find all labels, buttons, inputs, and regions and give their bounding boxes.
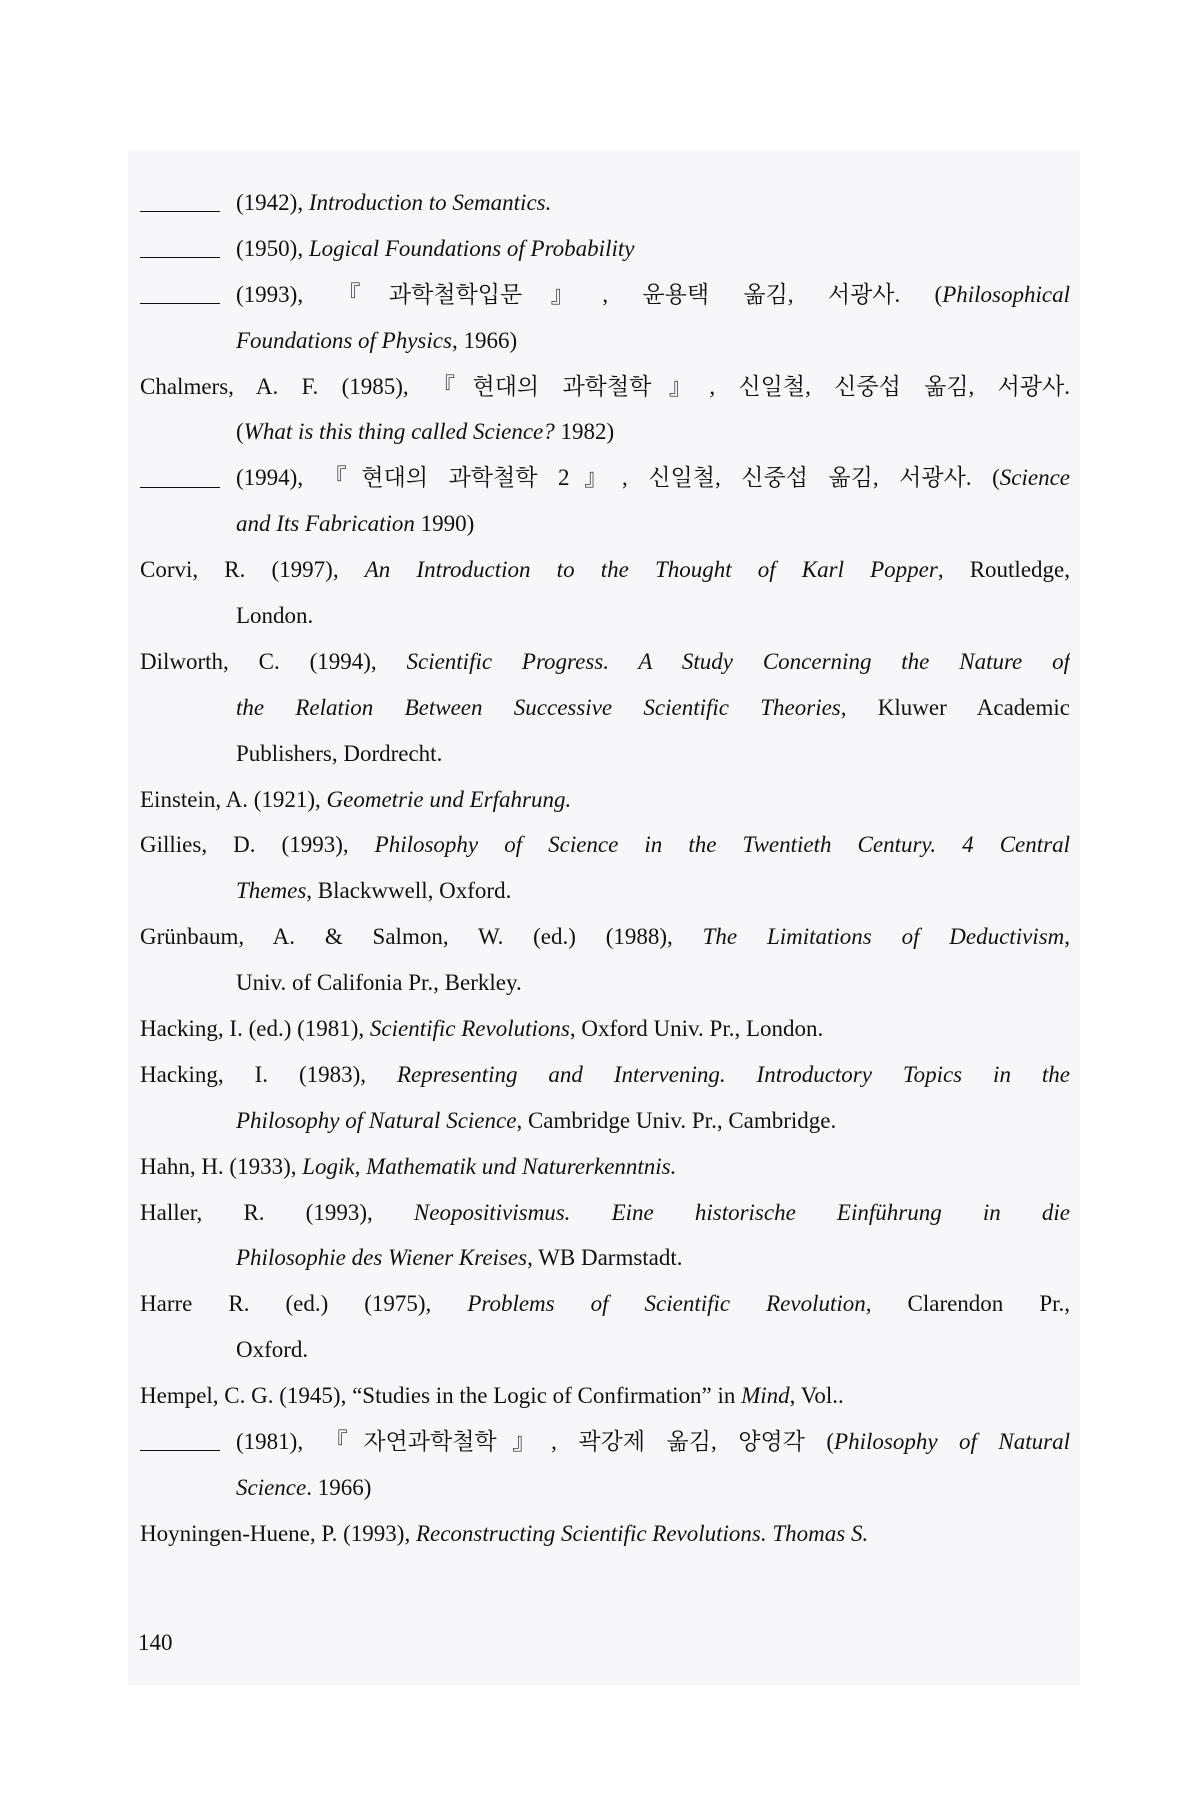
entry-continuation-line — [140, 501, 1070, 547]
line-text — [236, 455, 1070, 501]
bibliography-entry — [140, 822, 1070, 914]
citation-text: Chalmers, A. F. (1985), 『현대의 과학철학』, 신일철, 신중섭 옮김, 서광사. — [140, 373, 1070, 399]
bibliography-entry — [140, 547, 1070, 639]
line-text — [236, 593, 1070, 639]
line-text — [140, 1190, 1070, 1236]
line-text — [236, 1235, 1070, 1281]
entry-continuation-line — [140, 1235, 1070, 1281]
citation-text: , WB Darmstadt. — [527, 1245, 683, 1271]
citation-text: (1950), — [236, 235, 309, 261]
citation-text: , Routledge, — [937, 557, 1070, 583]
line-text — [236, 1419, 1070, 1465]
citation-text: , Clarendon Pr., — [865, 1291, 1070, 1317]
citation-text: Publishers, Dordrecht. — [236, 740, 443, 766]
entry-first-line — [140, 180, 1070, 226]
citation-text: 1990) — [414, 511, 475, 537]
line-text — [140, 1052, 1070, 1098]
bibliography-entry — [140, 1190, 1070, 1282]
bibliography-entry — [140, 1144, 1070, 1190]
same-author-dash — [140, 303, 220, 304]
entry-continuation-line — [140, 1327, 1070, 1373]
citation-text: 1982) — [554, 419, 615, 445]
entry-first-line — [140, 1373, 1070, 1419]
same-author-dash — [140, 487, 220, 488]
citation-text: Hacking, I. (ed.) (1981), — [140, 1016, 370, 1042]
entry-first-line — [140, 1144, 1070, 1190]
bibliography-entry — [140, 1052, 1070, 1144]
entry-continuation-line — [140, 1098, 1070, 1144]
entry-first-line — [140, 272, 1070, 318]
citation-text: Hoyningen-Huene, P. (1993), — [140, 1520, 416, 1546]
line-text — [236, 272, 1070, 318]
citation-text: , 1966) — [451, 327, 518, 353]
entry-continuation-line — [140, 731, 1070, 777]
entry-continuation-line — [140, 960, 1070, 1006]
citation-text: Corvi, R. (1997), — [140, 557, 365, 583]
bibliography-entry — [140, 226, 1070, 272]
entry-continuation-line — [140, 318, 1070, 364]
entry-continuation-line — [140, 685, 1070, 731]
title-text: Scientific Revolutions — [369, 1016, 570, 1042]
title-text: Logik, Mathematik und Naturerkenntnis. — [302, 1153, 677, 1179]
line-text — [140, 777, 1070, 823]
title-text: Problems of Scientific Revolution — [467, 1291, 866, 1317]
bibliography-entry — [140, 1373, 1070, 1419]
line-text — [140, 364, 1070, 410]
title-text: An Introduction to the Thought of Karl Popper — [364, 557, 938, 583]
title-text: Mind — [741, 1383, 790, 1409]
line-text — [236, 960, 1070, 1006]
bibliography-entry — [140, 1006, 1070, 1052]
same-author-dash — [140, 1450, 220, 1451]
citation-text: , Kluwer Academic — [840, 694, 1070, 720]
line-text — [236, 1098, 1070, 1144]
citation-text: Einstein, A. (1921), — [140, 786, 327, 812]
citation-text: (1942), — [236, 190, 309, 215]
line-text — [140, 1006, 1070, 1052]
title-text: Foundations of Physics — [236, 327, 452, 353]
line-text — [236, 685, 1070, 731]
line-text — [140, 639, 1070, 685]
title-text: The Limitations of Deductivism — [702, 924, 1065, 950]
entry-first-line — [140, 1052, 1070, 1098]
title-text: Science — [236, 1474, 307, 1500]
title-text: Philosophy of Natural — [834, 1429, 1070, 1455]
line-text — [236, 868, 1070, 914]
line-text — [140, 822, 1070, 868]
title-text: Logical Foundations of Probability — [308, 235, 635, 261]
citation-text: Hacking, I. (1983), — [140, 1061, 397, 1087]
entry-first-line — [140, 226, 1070, 272]
line-text — [140, 547, 1070, 593]
page-number: 140 — [138, 1630, 173, 1655]
bibliography-entry — [140, 180, 1070, 226]
title-text: Philosophie des Wiener Kreises — [236, 1245, 528, 1271]
citation-text: Oxford. — [236, 1337, 309, 1363]
citation-text: , Cambridge Univ. Pr., Cambridge. — [516, 1107, 837, 1133]
citation-text: , — [1064, 924, 1070, 950]
title-text: Neopositivismus. Eine historische Einführung in die — [413, 1199, 1070, 1225]
entry-first-line — [140, 1281, 1070, 1327]
entry-first-line — [140, 547, 1070, 593]
title-text: and Its Fabrication — [236, 511, 415, 537]
bibliography — [140, 180, 1070, 1557]
entry-first-line — [140, 914, 1070, 960]
bibliography-entry — [140, 639, 1070, 777]
entry-first-line — [140, 364, 1070, 410]
bibliography-entry — [140, 1281, 1070, 1373]
title-text: Scientific Progress. A Study Concerning the Nature of — [406, 648, 1070, 674]
line-text — [236, 409, 1070, 455]
citation-text: (1994), 『현대의 과학철학 2』, 신일철, 신중섭 옮김, 서광사. ( — [236, 465, 1000, 491]
entry-first-line — [140, 1006, 1070, 1052]
title-text: Geometrie und Erfahrung. — [326, 786, 572, 812]
citation-text: Univ. of Califonia Pr., Berkley. — [236, 970, 522, 996]
title-text: Science — [999, 465, 1070, 491]
citation-text: (1981), 『자연과학철학』, 곽강제 옮김, 양영각 ( — [236, 1429, 835, 1455]
entry-first-line — [140, 1190, 1070, 1236]
line-text — [236, 226, 1070, 272]
entry-first-line — [140, 639, 1070, 685]
entry-first-line — [140, 455, 1070, 501]
title-text: Representing and Intervening. Introductory Topics in the — [396, 1061, 1070, 1087]
citation-text: Grünbaum, A. & Salmon, W. (ed.) (1988), — [140, 924, 703, 950]
same-author-dash — [140, 257, 220, 258]
bibliography-entry — [140, 1511, 1070, 1557]
line-text — [140, 1511, 1070, 1557]
bibliography-entry — [140, 1419, 1070, 1511]
line-text — [236, 731, 1070, 777]
citation-text: , Blackwwell, Oxford. — [306, 878, 512, 904]
title-text: Philosophical — [942, 281, 1070, 307]
line-text — [236, 318, 1070, 364]
bibliography-entry — [140, 777, 1070, 823]
citation-text: , Vol.. — [789, 1383, 844, 1409]
line-text — [140, 914, 1070, 960]
line-text — [140, 1281, 1070, 1327]
title-text: What is this thing called Science? — [243, 419, 555, 445]
citation-text: Harre R. (ed.) (1975), — [140, 1291, 468, 1317]
citation-text: Gillies, D. (1993), — [140, 832, 375, 858]
citation-text: Dilworth, C. (1994), — [140, 648, 407, 674]
bibliography-entry — [140, 914, 1070, 1006]
title-text: Themes — [236, 878, 307, 904]
entry-continuation-line — [140, 409, 1070, 455]
entry-first-line — [140, 822, 1070, 868]
citation-text: , Oxford Univ. Pr., London. — [569, 1016, 824, 1042]
line-text — [236, 180, 1070, 226]
citation-text: Haller, R. (1993), — [140, 1199, 414, 1225]
bibliography-entry — [140, 272, 1070, 364]
entry-continuation-line — [140, 868, 1070, 914]
citation-text: Hempel, C. G. (1945), “Studies in the Logic of Confirmation” in — [140, 1383, 742, 1409]
title-text: Reconstructing Scientific Revolutions. Thomas S. — [415, 1520, 869, 1546]
bibliography-entry — [140, 455, 1070, 547]
entry-first-line — [140, 1419, 1070, 1465]
entry-continuation-line — [140, 1465, 1070, 1511]
line-text — [236, 1465, 1070, 1511]
line-text — [140, 1144, 1070, 1190]
line-text — [140, 1373, 1070, 1419]
line-text — [236, 501, 1070, 547]
citation-text: Hahn, H. (1933), — [140, 1153, 303, 1179]
same-author-dash — [140, 211, 220, 212]
title-text: Philosophy of Science in the Twentieth Century. 4 Central — [374, 832, 1070, 858]
bibliography-entry — [140, 364, 1070, 456]
entry-continuation-line — [140, 593, 1070, 639]
line-text — [236, 1327, 1070, 1373]
title-text: Introduction to Semantics. — [308, 190, 552, 215]
citation-text: London. — [236, 603, 314, 629]
title-text: the Relation Between Successive Scientific Theories — [236, 694, 841, 720]
citation-text: . 1966) — [306, 1474, 372, 1500]
entry-first-line — [140, 777, 1070, 823]
citation-text: (1993), 『과학철학입문』, 윤용택 옮김, 서광사. ( — [236, 281, 943, 307]
citation-text: ( — [236, 419, 244, 445]
entry-first-line — [140, 1511, 1070, 1557]
title-text: Philosophy of Natural Science — [236, 1107, 517, 1133]
